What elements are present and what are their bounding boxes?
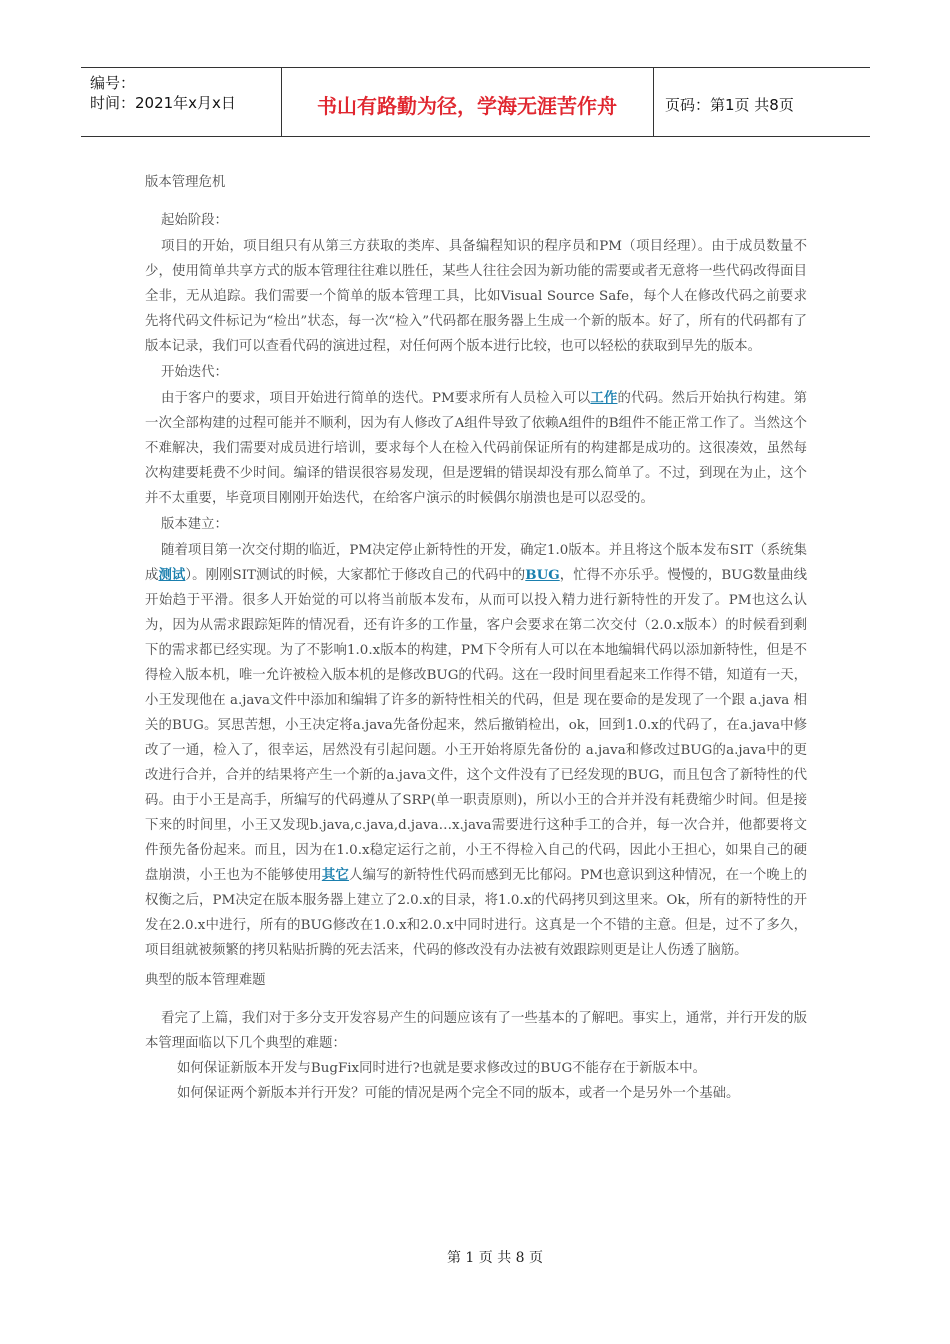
paragraph-text: 由于客户的要求，项目开始进行简单的迭代。PM要求所有人员检入可以 bbox=[161, 391, 591, 406]
link-test[interactable]: 测试 bbox=[158, 567, 186, 583]
header-page-number: 页码：第1页 共8页 bbox=[665, 96, 794, 114]
page-footer: 第 1 页 共 8 页 bbox=[446, 1250, 544, 1266]
section-heading-version: 版本建立： bbox=[161, 517, 228, 532]
paragraph-typical-problems: 看完了上篇，我们对于多分支开发容易产生的问题应该有了一些基本的了解吧。事实上，通常，并行开发的版本管理面临以下几个典型的难题： bbox=[145, 1011, 807, 1051]
header-motto: 书山有路勤为径，学海无涯苦作舟 bbox=[317, 94, 617, 118]
paragraph-text: ）。刚刚SIT测试的时候，大家都忙于修改自己的代码中的 bbox=[185, 568, 526, 583]
page-header bbox=[81, 67, 870, 137]
document-number-label: 编号： bbox=[90, 74, 136, 92]
header-left-cell bbox=[81, 68, 282, 136]
paragraph-iteration bbox=[145, 386, 807, 511]
paragraph-text: 随着项目第一次交付期的临近，PM决定停止新特性的开发，确定1.0版本。并且将这个版本发布SIT（系统集成 bbox=[145, 543, 807, 583]
document-title: 版本管理危机 bbox=[145, 175, 226, 190]
paragraph-text: 人编写的新特性代码而感到无比郁闷。PM也意识到这种情况，在一个晚上的权衡之后，PM决定在版本服务器上建立了2.0.x的目录，将1.0.x的代码拷贝到这里来。Ok，所有的新特性的开发在2.0.x中进行，所有的BUG修改在1.0.x和2.0.x中同时进行。这真是一个不错的主意。但是，过不了多久，项目组就被频繁的拷贝粘贴折腾的死去活来，代码的修改没有办法被有效跟踪则更是让人伤透了脑筋。 bbox=[145, 868, 808, 958]
paragraph-text: ，忙得不亦乐乎。慢慢的，BUG数量曲线开始趋于平滑。很多人开始觉的可以将当前版本发布，从而可以投入精力进行新特性的开发了。PM也这么认为，因为从需求跟踪矩阵的情况看，还有许多的工作量，客户会要求在第二次交付（2.0.x版本）的时候看到剩下的需求都已经实现。为了不影响1.0.x版本的构建，PM下令所有人可以在本地编辑代码以添加新特性，但是不得检入版本机，唯一允许被检入版本机的是修改BUG的代码。这在一段时间里看起来工作得不错，知道有一天，小王发现他在 a.java文件中添加和编辑了许多的新特性相关的代码，但是 现在要命的是发现了一个跟 a.java 相关的BUG。冥思苦想，小王决定将a.java先备份起来，然后撤销检出，ok，回到1.0.x的代码了，在a.java中修改了一通，检入了，很幸运，居然没有引起问题。小王开始将原先备份的 a.java和修改过BUG的a.java中的更改进行合并，合并的结果将产生一个新的a.java文件，这个文件没有了已经发现的BUG，而且包含了新特性的代码。由于小王是高手，所编写的代码遵从了SRP(单一职责原则)，所以小王的合并并没有耗费缩少时间。但是接下来的时间里，小王又发现b.java,c.java,d.java…x.java需要进行这种手工的合并，每一次合并，他都要将文件预先备份起来。而且，因为在1.0.x稳定运行之前，小王不得检入自己的代码，因此小王担心，如果自己的硬盘崩溃，小王也为不能够使用 bbox=[145, 568, 808, 883]
paragraph-start: 项目的开始，项目组只有从第三方获取的类库、具备编程知识的程序员和PM（项目经理）。由于成员数量不少，使用简单共享方式的版本管理往往难以胜任，某些人往往会因为新功能的需要或者无意将一些代码改得面目全非，无从追踪。我们需要一个简单的版本管理工具，比如Visual Source Safe，每个人在修改代码之前要求先将代码文件标记为“检出”状态，每一次“检入”代码都在服务器上生成一个新的版本。好了，所有的代码都有了版本记录，我们可以查看代码的演进过程，对任何两个版本进行比较，也可以轻松的获取到早先的版本。 bbox=[145, 239, 807, 354]
section-heading-start: 起始阶段： bbox=[161, 213, 228, 228]
document-body bbox=[145, 174, 807, 1106]
section-heading-iteration: 开始迭代： bbox=[161, 365, 228, 380]
header-motto-cell bbox=[281, 68, 654, 136]
paragraph-text: 的代码。然后开始执行构建。第一次全部构建的过程可能并不顺利，因为有人修改了A组件导致了依赖A组件的B组件不能正常工作了。当然这个不难解决，我们需要对成员进行培训，要求每个人在检入代码前保证所有的构建都是成功的。这很凑效，虽然每次构建要耗费不少时间。编译的错误很容易发现，但是逻辑的错误却没有那么简单了。不过，到现在为止，这个并不太重要，毕竟项目刚刚开始迭代，在给客户演示的时候偶尔崩溃也是可以忍受的。 bbox=[145, 391, 808, 506]
paragraph-version bbox=[145, 538, 807, 963]
list-item: 如何保证新版本开发与BugFix同时进行?也就是要求修改过的BUG不能存在于新版本中。 bbox=[177, 1061, 707, 1076]
link-bug[interactable]: BUG bbox=[525, 567, 560, 583]
list-item: 如何保证两个新版本并行开发？可能的情况是两个完全不同的版本，或者一个是另外一个基础。 bbox=[177, 1086, 740, 1101]
header-page-cell bbox=[653, 68, 870, 136]
link-work[interactable]: 工作 bbox=[590, 390, 618, 406]
section-title-typical-problems: 典型的版本管理难题 bbox=[145, 973, 266, 988]
document-date-label: 时间：2021年x月x日 bbox=[90, 94, 236, 112]
link-other[interactable]: 其它 bbox=[321, 867, 350, 883]
